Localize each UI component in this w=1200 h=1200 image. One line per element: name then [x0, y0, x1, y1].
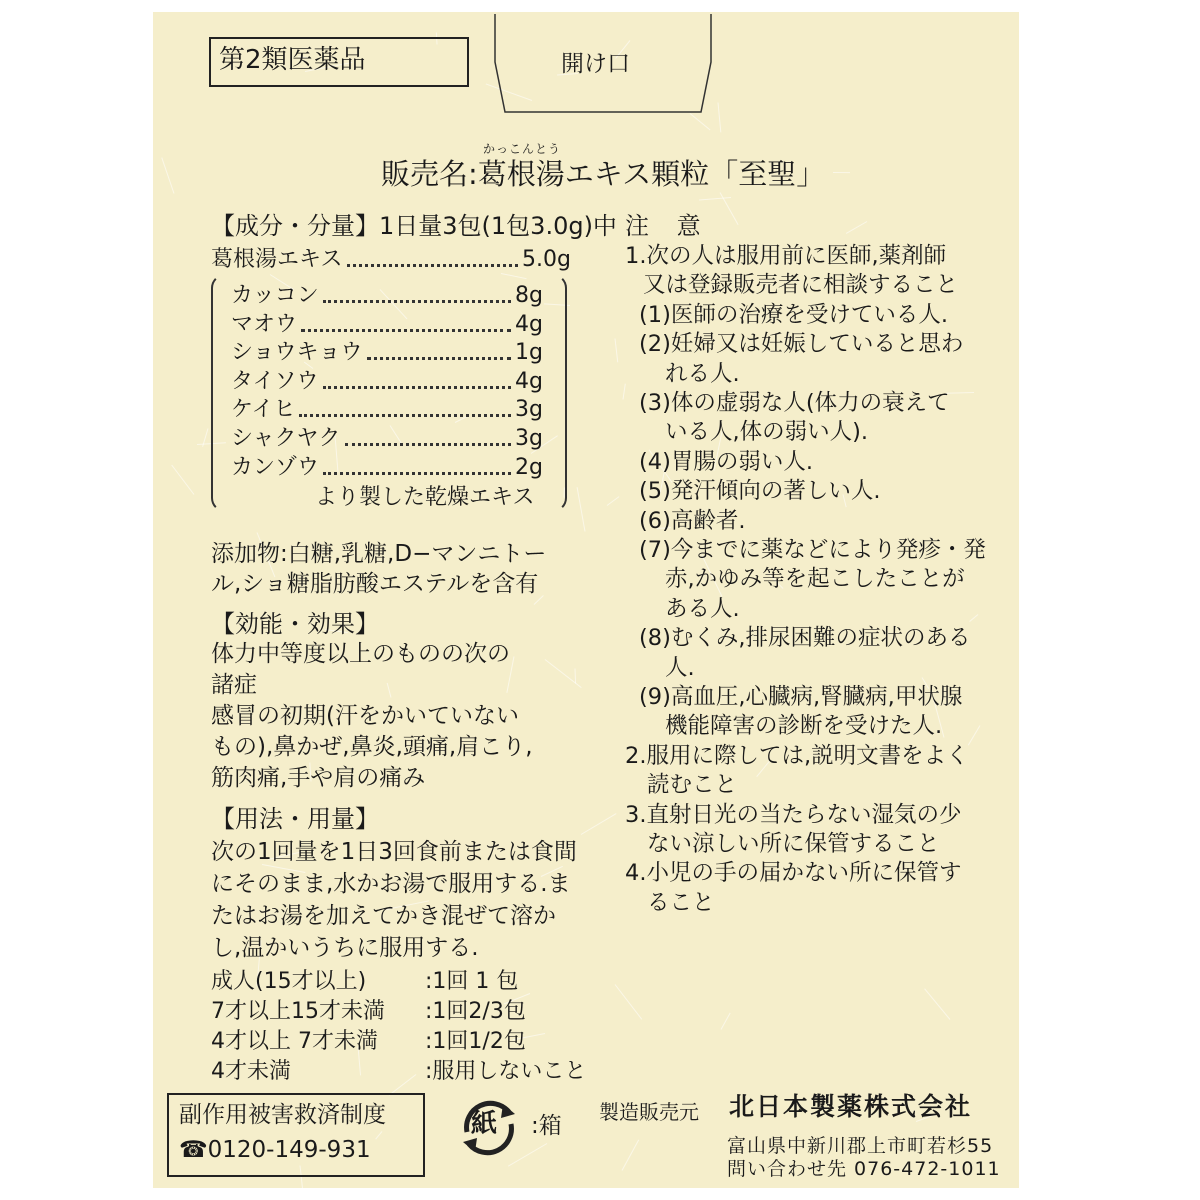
- caution-line: (8)むくみ,排尿困難の症状のある: [639, 625, 971, 652]
- herb-name: ケイヒ: [231, 397, 296, 423]
- paper-fibre: [833, 172, 850, 173]
- herb-row: [231, 368, 543, 396]
- paper-fibre: [969, 614, 978, 622]
- caution-line: (1)医師の治療を受けている人.: [639, 301, 949, 328]
- opening-label: 開け口: [561, 51, 630, 77]
- usage-line: にそのまま,水かお湯で服用する.ま: [211, 871, 571, 897]
- paper-fibre: [846, 221, 867, 234]
- herb-amount: 1g: [515, 340, 543, 366]
- dosage-age: 7才以上15才未満: [211, 999, 385, 1024]
- usage-line: たはお湯を加えてかき混ぜて溶か: [211, 903, 556, 929]
- herb-name: タイソウ: [231, 368, 319, 394]
- herb-amount: 4g: [515, 311, 543, 337]
- paper-fibre: [623, 383, 626, 399]
- herb-amount: 8g: [515, 283, 543, 308]
- dosage-dose: :1回2/3包: [425, 999, 526, 1024]
- caution-line: ある人.: [665, 595, 740, 622]
- caution-line: 又は登録販売者に相談すること: [643, 272, 959, 299]
- paper-fibre: [615, 984, 642, 1019]
- efficacy-line: もの),鼻かぜ,鼻炎,頭痛,肩こり,: [211, 734, 533, 760]
- product-name: 販売名:葛根湯エキス顆粒「至聖」: [381, 157, 826, 191]
- caution-line: (7)今までに薬などにより発疹・発: [639, 537, 986, 563]
- caution-line: 2.服用に際しては,説明文書をよく: [625, 742, 969, 769]
- caution-line: 1.次の人は服用前に医師,薬剤師: [625, 243, 947, 269]
- caution-line: 赤,かゆみ等を起こしたことが: [665, 566, 965, 593]
- paper-fibre: [924, 988, 950, 1019]
- caution-line: (6)高齢者.: [639, 507, 746, 534]
- maker-name: 北日本製薬株式会社: [729, 1092, 973, 1121]
- additives-line-1: 添加物:白糖,乳糖,D−マンニトー: [211, 541, 547, 567]
- herb-amount: 2g: [515, 454, 543, 480]
- herb-amount: 3g: [515, 397, 543, 423]
- dosage-age: 4才未満: [211, 1059, 291, 1084]
- caution-line: 機能障害の診断を受けた人.: [665, 713, 943, 740]
- efficacy-line: 体力中等度以上のものの次の: [211, 641, 510, 667]
- extract-name: 葛根湯エキス: [211, 247, 343, 272]
- paper-fibre: [699, 197, 731, 201]
- dosage-dose: :1回1/2包: [425, 1029, 526, 1054]
- paper-fibre: [581, 813, 617, 835]
- caution-line: れる人.: [665, 360, 740, 387]
- caution-line: (5)発汗傾向の著しい人.: [639, 478, 881, 505]
- relief-system-phone: ☎0120-149-931: [179, 1137, 371, 1163]
- caution-line: 読むこと: [647, 772, 738, 799]
- herb-row: [231, 311, 543, 339]
- caution-line: ること: [647, 889, 715, 916]
- caution-line: 4.小児の手の届かない所に保管す: [625, 860, 962, 887]
- caution-line: いる人,体の弱い人).: [665, 419, 869, 446]
- additives-line-2: ル,ショ糖脂肪酸エステルを含有: [211, 571, 539, 597]
- paper-fibre: [161, 157, 174, 194]
- ingredients-daily-dose: 1日量3包(1包3.0g)中: [379, 212, 617, 240]
- usage-line: し,温かいうちに服用する.: [211, 935, 479, 961]
- herb-row: [231, 454, 543, 482]
- herb-amount: 3g: [515, 426, 543, 451]
- cautions-header: 注 意: [625, 212, 711, 240]
- extract-row: [211, 246, 571, 274]
- herb-row: [231, 339, 543, 367]
- paper-fibre: [386, 683, 391, 698]
- herb-name: カッコン: [231, 283, 319, 308]
- caution-line: ない涼しい所に保管すること: [647, 831, 940, 857]
- efficacy-header: 【効能・効果】: [211, 610, 379, 638]
- herb-name: カンゾウ: [231, 454, 320, 480]
- package-panel: [153, 12, 1019, 1188]
- dosage-dose: :1回 1 包: [425, 969, 519, 994]
- usage-header: 【用法・用量】: [211, 805, 379, 833]
- relief-system-title: 副作用被害救済制度: [179, 1102, 386, 1128]
- paper-fibre: [576, 487, 585, 532]
- maker-address: 富山県中新川郡上市町若杉55: [727, 1135, 994, 1157]
- efficacy-line: 感冒の初期(汗をかいていない: [211, 703, 519, 729]
- paper-fibre: [545, 660, 582, 689]
- paper-fibre: [607, 497, 620, 507]
- paper-fibre: [621, 1139, 639, 1171]
- paper-fibre: [171, 465, 194, 495]
- caution-line: 人.: [665, 654, 695, 681]
- caution-line: (9)高血圧,心臓病,腎臓病,甲状腺: [639, 684, 963, 710]
- recycle-mark-glyph: 紙: [471, 1109, 498, 1139]
- paper-fibre: [947, 392, 975, 394]
- herb-row: [231, 282, 543, 310]
- herb-amount: 4g: [515, 368, 543, 394]
- caution-line: (2)妊婦又は妊娠していると思わ: [639, 331, 964, 358]
- caution-line: 3.直射日光の当たらない湿気の少: [625, 801, 962, 828]
- dosage-dose: :服用しないこと: [425, 1059, 587, 1084]
- herb-row: [231, 396, 543, 424]
- paper-fibre: [574, 669, 576, 684]
- maker-contact: 問い合わせ先 076-472-1011: [727, 1158, 1001, 1180]
- herb-name: シャクヤク: [231, 426, 341, 451]
- herb-name: マオウ: [231, 311, 298, 337]
- efficacy-line: 諸症: [211, 672, 257, 698]
- herbs-note: より製した乾燥エキス: [315, 485, 535, 510]
- extract-amount: 5.0g: [522, 247, 571, 272]
- paper-fibre: [968, 725, 981, 746]
- product-name-ruby: かっこんとう: [483, 142, 562, 156]
- caution-line: (3)体の虚弱な人(体力の衰えて: [639, 390, 950, 416]
- dosage-age: 成人(15才以上): [211, 969, 367, 994]
- recycle-label: :箱: [531, 1113, 562, 1139]
- maker-role: 製造販売元: [599, 1100, 699, 1124]
- efficacy-line: 筋肉痛,手や肩の痛み: [211, 765, 426, 791]
- dosage-age: 4才以上 7才未満: [211, 1029, 378, 1054]
- herb-row: [231, 425, 543, 453]
- paper-fibre: [720, 1013, 730, 1030]
- ingredients-header: 【成分・分量】: [211, 212, 379, 240]
- category-badge-label: 第2類医薬品: [219, 45, 366, 75]
- paper-fibre: [614, 339, 618, 363]
- caution-line: (4)胃腸の弱い人.: [639, 448, 814, 475]
- usage-line: 次の1回量を1日3回食前または食間: [211, 839, 577, 865]
- herb-name: ショウキョウ: [231, 340, 363, 366]
